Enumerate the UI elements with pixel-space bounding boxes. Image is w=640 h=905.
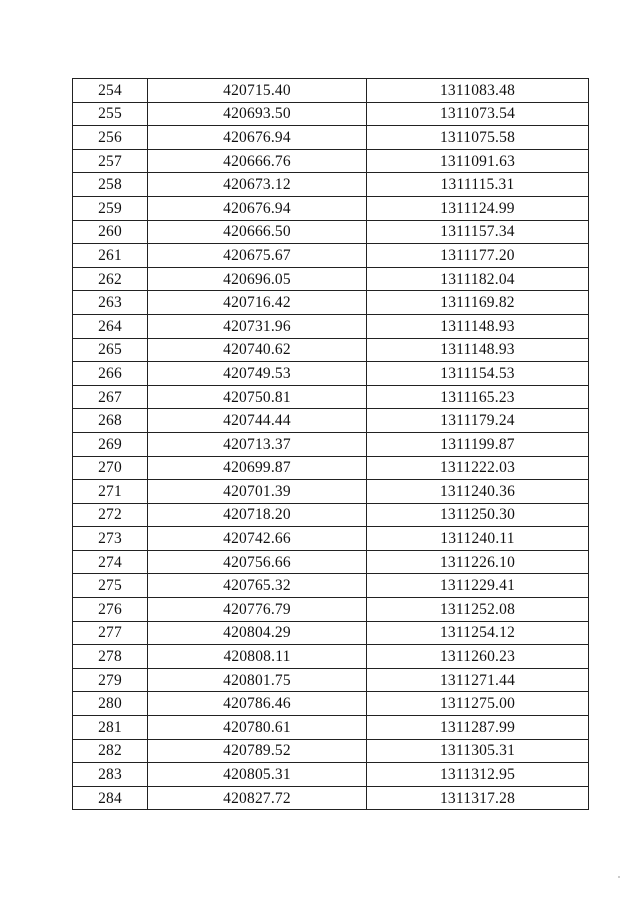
point-number-cell: 266 bbox=[73, 362, 148, 386]
point-number-cell: 265 bbox=[73, 338, 148, 362]
x-coordinate-cell: 420805.31 bbox=[148, 763, 367, 787]
table-row bbox=[73, 692, 589, 716]
point-number-cell: 270 bbox=[73, 456, 148, 480]
table-row bbox=[73, 314, 589, 338]
y-coordinate-cell: 1311199.87 bbox=[367, 432, 589, 456]
x-coordinate-cell: 420789.52 bbox=[148, 739, 367, 763]
table-row bbox=[73, 527, 589, 551]
y-coordinate-cell: 1311317.28 bbox=[367, 786, 589, 810]
y-coordinate-cell: 1311115.31 bbox=[367, 173, 589, 197]
x-coordinate-cell: 420673.12 bbox=[148, 173, 367, 197]
point-number-cell: 261 bbox=[73, 244, 148, 268]
point-number-cell: 275 bbox=[73, 574, 148, 598]
x-coordinate-cell: 420827.72 bbox=[148, 786, 367, 810]
table-row bbox=[73, 550, 589, 574]
y-coordinate-cell: 1311260.23 bbox=[367, 645, 589, 669]
y-coordinate-cell: 1311229.41 bbox=[367, 574, 589, 598]
x-coordinate-cell: 420666.50 bbox=[148, 220, 367, 244]
table-row bbox=[73, 574, 589, 598]
table-row bbox=[73, 173, 589, 197]
x-coordinate-cell: 420740.62 bbox=[148, 338, 367, 362]
x-coordinate-cell: 420676.94 bbox=[148, 126, 367, 150]
table-row bbox=[73, 196, 589, 220]
x-coordinate-cell: 420701.39 bbox=[148, 480, 367, 504]
y-coordinate-cell: 1311240.11 bbox=[367, 527, 589, 551]
point-number-cell: 280 bbox=[73, 692, 148, 716]
point-number-cell: 256 bbox=[73, 126, 148, 150]
table-row bbox=[73, 291, 589, 315]
coordinate-table-body bbox=[73, 79, 589, 810]
x-coordinate-cell: 420801.75 bbox=[148, 668, 367, 692]
x-coordinate-cell: 420715.40 bbox=[148, 79, 367, 103]
y-coordinate-cell: 1311275.00 bbox=[367, 692, 589, 716]
table-row bbox=[73, 244, 589, 268]
table-row bbox=[73, 267, 589, 291]
point-number-cell: 277 bbox=[73, 621, 148, 645]
table-row bbox=[73, 598, 589, 622]
y-coordinate-cell: 1311240.36 bbox=[367, 480, 589, 504]
y-coordinate-cell: 1311222.03 bbox=[367, 456, 589, 480]
y-coordinate-cell: 1311073.54 bbox=[367, 102, 589, 126]
x-coordinate-cell: 420780.61 bbox=[148, 716, 367, 740]
point-number-cell: 271 bbox=[73, 480, 148, 504]
point-number-cell: 269 bbox=[73, 432, 148, 456]
table-row bbox=[73, 716, 589, 740]
x-coordinate-cell: 420693.50 bbox=[148, 102, 367, 126]
x-coordinate-cell: 420713.37 bbox=[148, 432, 367, 456]
table-row bbox=[73, 362, 589, 386]
point-number-cell: 274 bbox=[73, 550, 148, 574]
point-number-cell: 276 bbox=[73, 598, 148, 622]
table-row bbox=[73, 149, 589, 173]
point-number-cell: 255 bbox=[73, 102, 148, 126]
point-number-cell: 262 bbox=[73, 267, 148, 291]
y-coordinate-cell: 1311179.24 bbox=[367, 409, 589, 433]
point-number-cell: 281 bbox=[73, 716, 148, 740]
x-coordinate-cell: 420750.81 bbox=[148, 385, 367, 409]
point-number-cell: 273 bbox=[73, 527, 148, 551]
y-coordinate-cell: 1311083.48 bbox=[367, 79, 589, 103]
y-coordinate-cell: 1311124.99 bbox=[367, 196, 589, 220]
x-coordinate-cell: 420742.66 bbox=[148, 527, 367, 551]
table-row bbox=[73, 456, 589, 480]
point-number-cell: 263 bbox=[73, 291, 148, 315]
x-coordinate-cell: 420675.67 bbox=[148, 244, 367, 268]
y-coordinate-cell: 1311226.10 bbox=[367, 550, 589, 574]
table-row bbox=[73, 432, 589, 456]
point-number-cell: 278 bbox=[73, 645, 148, 669]
y-coordinate-cell: 1311169.82 bbox=[367, 291, 589, 315]
x-coordinate-cell: 420808.11 bbox=[148, 645, 367, 669]
table-row bbox=[73, 668, 589, 692]
table-row bbox=[73, 338, 589, 362]
y-coordinate-cell: 1311177.20 bbox=[367, 244, 589, 268]
point-number-cell: 258 bbox=[73, 173, 148, 197]
y-coordinate-cell: 1311075.58 bbox=[367, 126, 589, 150]
table-row bbox=[73, 786, 589, 810]
y-coordinate-cell: 1311252.08 bbox=[367, 598, 589, 622]
x-coordinate-cell: 420786.46 bbox=[148, 692, 367, 716]
point-number-cell: 260 bbox=[73, 220, 148, 244]
x-coordinate-cell: 420804.29 bbox=[148, 621, 367, 645]
x-coordinate-cell: 420718.20 bbox=[148, 503, 367, 527]
point-number-cell: 254 bbox=[73, 79, 148, 103]
y-coordinate-cell: 1311157.34 bbox=[367, 220, 589, 244]
point-number-cell: 259 bbox=[73, 196, 148, 220]
x-coordinate-cell: 420765.32 bbox=[148, 574, 367, 598]
x-coordinate-cell: 420666.76 bbox=[148, 149, 367, 173]
y-coordinate-cell: 1311250.30 bbox=[367, 503, 589, 527]
point-number-cell: 264 bbox=[73, 314, 148, 338]
table-row bbox=[73, 645, 589, 669]
point-number-cell: 267 bbox=[73, 385, 148, 409]
y-coordinate-cell: 1311271.44 bbox=[367, 668, 589, 692]
table-row bbox=[73, 79, 589, 103]
coordinate-table bbox=[72, 78, 589, 810]
table-row bbox=[73, 126, 589, 150]
y-coordinate-cell: 1311165.23 bbox=[367, 385, 589, 409]
x-coordinate-cell: 420716.42 bbox=[148, 291, 367, 315]
y-coordinate-cell: 1311091.63 bbox=[367, 149, 589, 173]
x-coordinate-cell: 420744.44 bbox=[148, 409, 367, 433]
point-number-cell: 282 bbox=[73, 739, 148, 763]
table-row bbox=[73, 503, 589, 527]
point-number-cell: 279 bbox=[73, 668, 148, 692]
scan-speck bbox=[618, 876, 620, 878]
point-number-cell: 284 bbox=[73, 786, 148, 810]
table-row bbox=[73, 763, 589, 787]
x-coordinate-cell: 420676.94 bbox=[148, 196, 367, 220]
point-number-cell: 268 bbox=[73, 409, 148, 433]
x-coordinate-cell: 420696.05 bbox=[148, 267, 367, 291]
table-row bbox=[73, 739, 589, 763]
y-coordinate-cell: 1311154.53 bbox=[367, 362, 589, 386]
y-coordinate-cell: 1311312.95 bbox=[367, 763, 589, 787]
y-coordinate-cell: 1311287.99 bbox=[367, 716, 589, 740]
table-row bbox=[73, 480, 589, 504]
y-coordinate-cell: 1311305.31 bbox=[367, 739, 589, 763]
y-coordinate-cell: 1311182.04 bbox=[367, 267, 589, 291]
table-row bbox=[73, 385, 589, 409]
point-number-cell: 272 bbox=[73, 503, 148, 527]
x-coordinate-cell: 420749.53 bbox=[148, 362, 367, 386]
y-coordinate-cell: 1311254.12 bbox=[367, 621, 589, 645]
x-coordinate-cell: 420699.87 bbox=[148, 456, 367, 480]
x-coordinate-cell: 420731.96 bbox=[148, 314, 367, 338]
point-number-cell: 283 bbox=[73, 763, 148, 787]
table-row bbox=[73, 220, 589, 244]
y-coordinate-cell: 1311148.93 bbox=[367, 314, 589, 338]
point-number-cell: 257 bbox=[73, 149, 148, 173]
x-coordinate-cell: 420776.79 bbox=[148, 598, 367, 622]
y-coordinate-cell: 1311148.93 bbox=[367, 338, 589, 362]
table-row bbox=[73, 621, 589, 645]
x-coordinate-cell: 420756.66 bbox=[148, 550, 367, 574]
table-row bbox=[73, 102, 589, 126]
table-row bbox=[73, 409, 589, 433]
